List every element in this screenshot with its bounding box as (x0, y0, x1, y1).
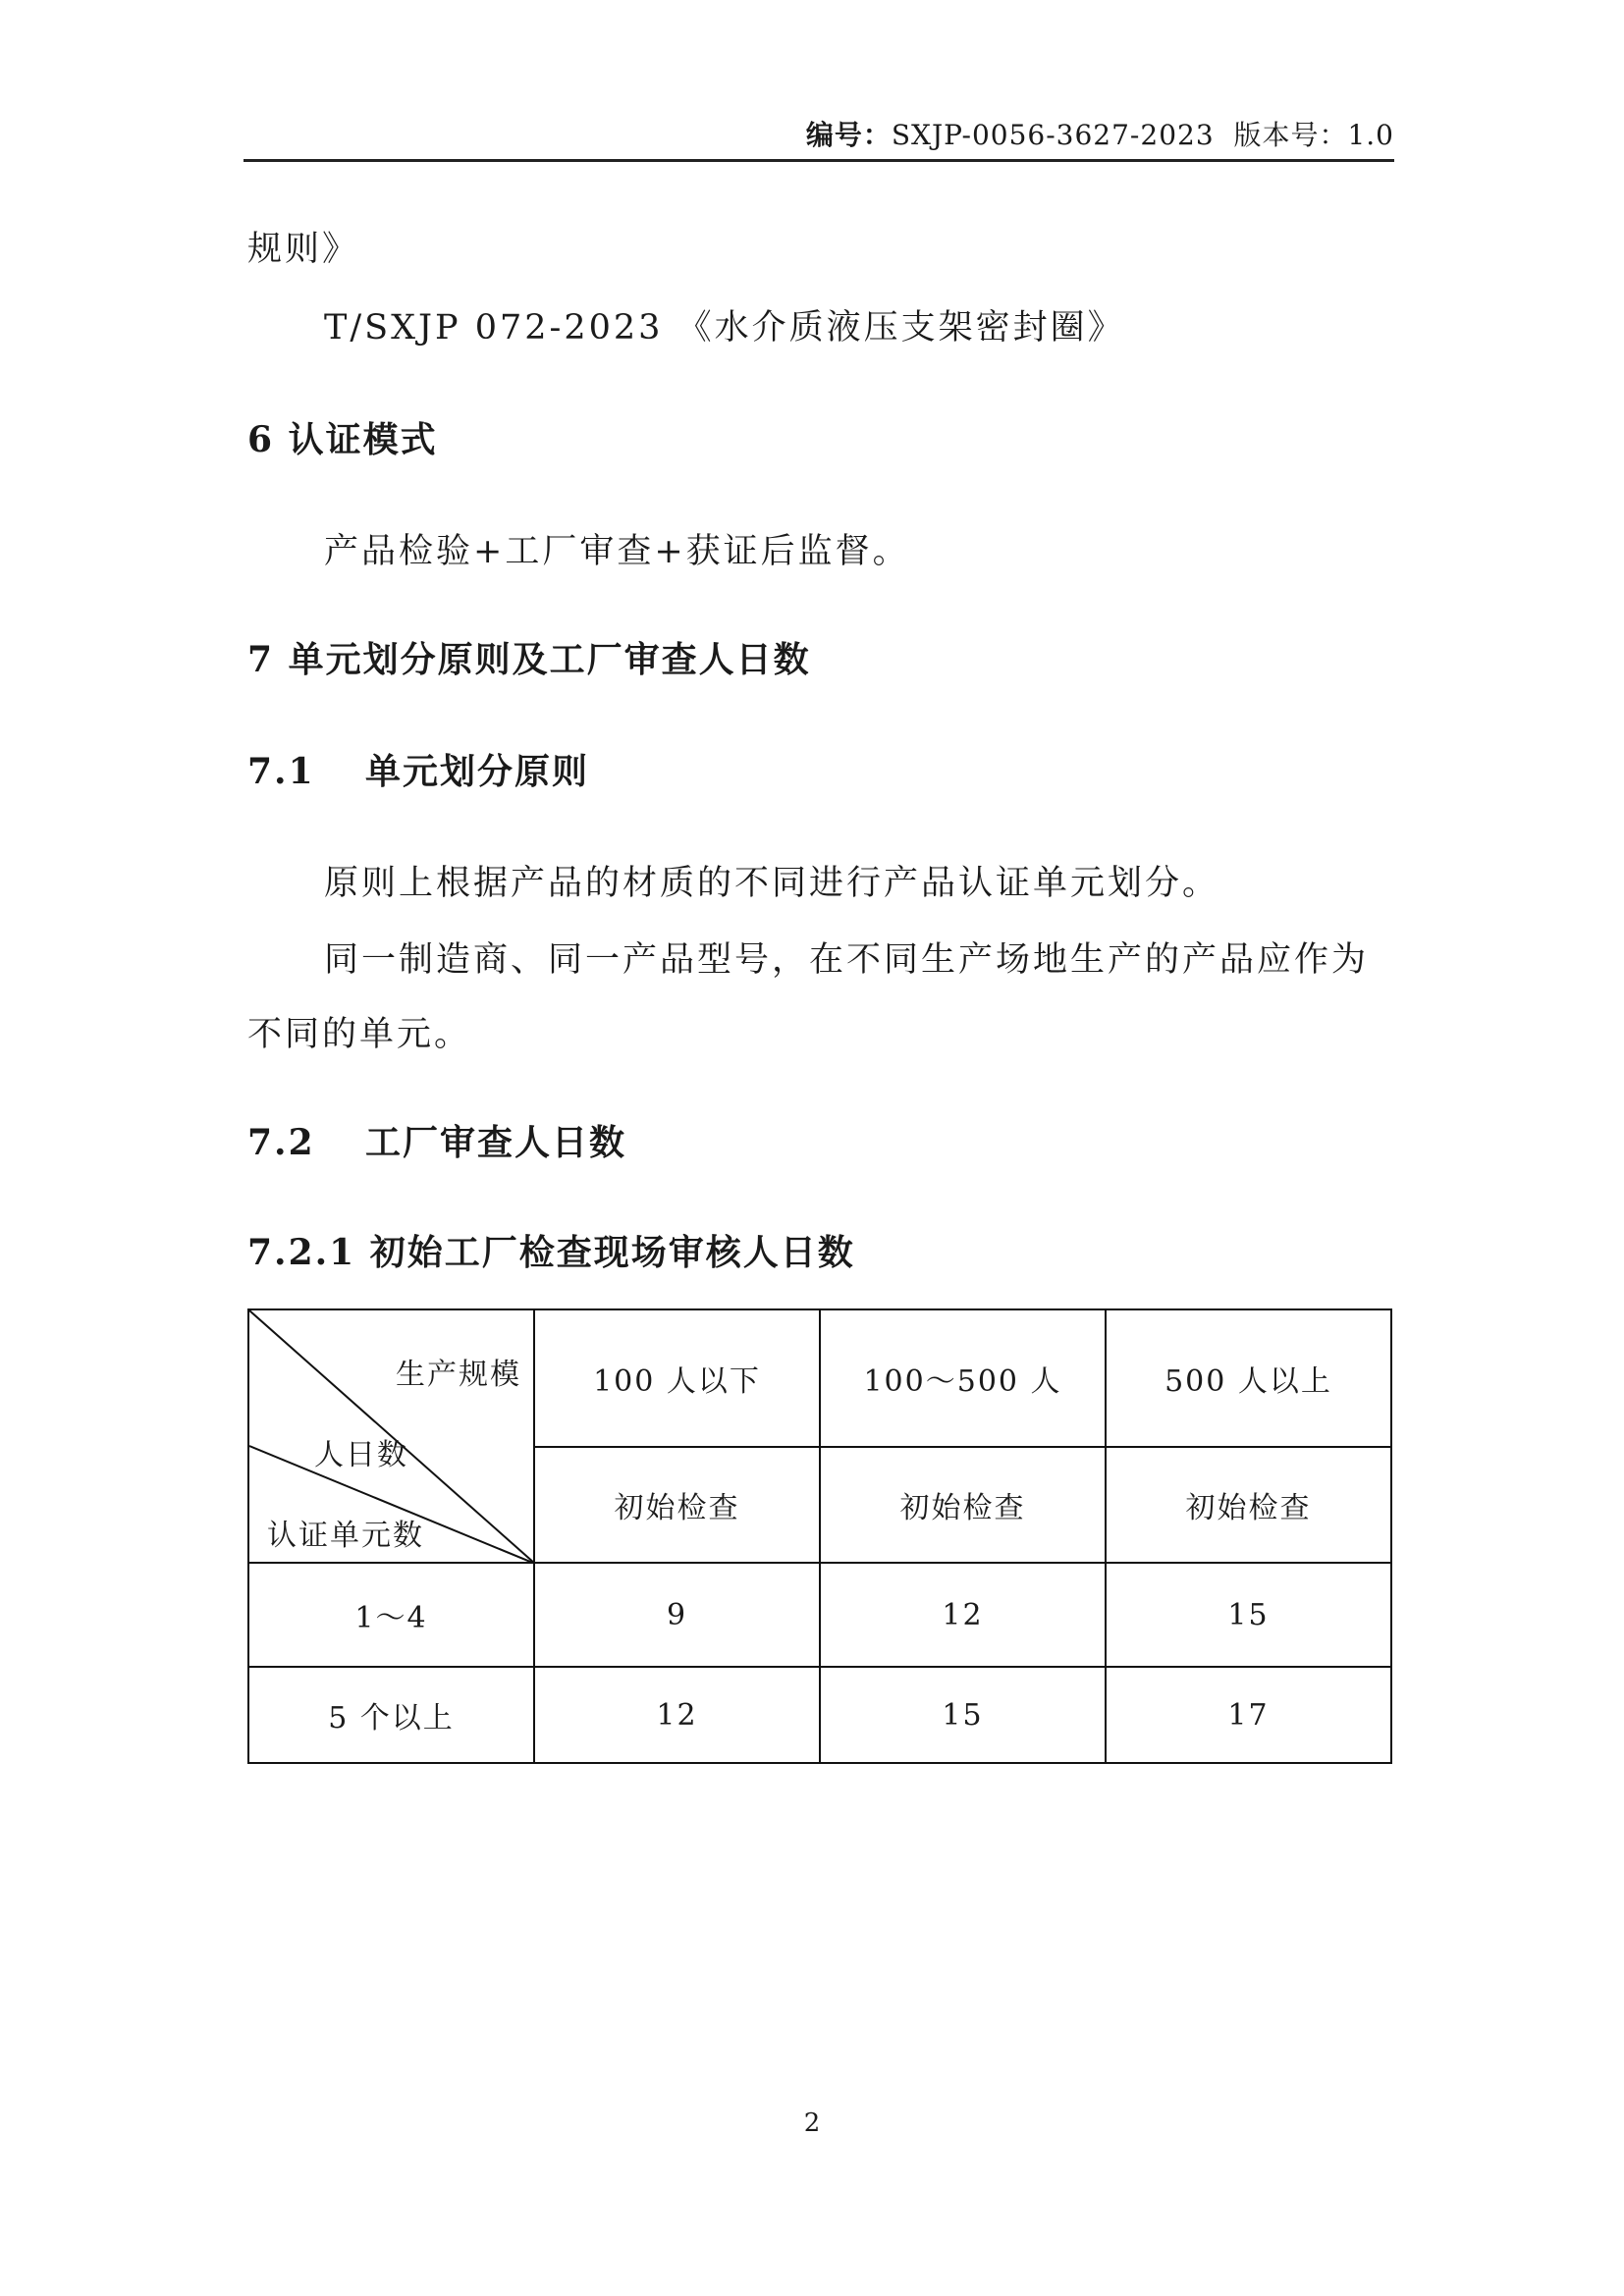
header-doc-info (806, 114, 1394, 153)
section-7-1-paragraph-2-line-2: 不同的单元。 (247, 1015, 472, 1054)
continuation-text: 规则》 (247, 230, 360, 269)
version-value: 1.0 (1347, 119, 1394, 151)
table-cell: 9 (534, 1563, 820, 1667)
page-number: 2 (803, 2109, 821, 2138)
section-7-1-heading (247, 744, 589, 794)
corner-label-production-scale: 生产规模 (396, 1358, 521, 1392)
table-cell: 15 (1106, 1563, 1391, 1667)
table-header-row (248, 1309, 1391, 1447)
table-cell: 12 (820, 1563, 1106, 1667)
table-row (248, 1667, 1391, 1763)
section-6-title: 6 认证模式 (247, 419, 438, 460)
corner-label-person-days: 人日数 (314, 1438, 408, 1472)
section-7-2-number: 7.2 (247, 1122, 315, 1163)
corner-label-unit-count: 认证单元数 (267, 1519, 424, 1553)
page-header (244, 0, 1394, 162)
version-label: 版本号： (1233, 119, 1348, 151)
column-header-under-100: 100 人以下 (534, 1309, 820, 1447)
column-header-100-500: 100～500 人 (820, 1309, 1106, 1447)
section-7-2-title: 工厂审查人日数 (365, 1122, 627, 1163)
row-label: 5 个以上 (248, 1667, 534, 1763)
doc-number-value: SXJP-0056-3627-2023 (891, 119, 1215, 151)
doc-number-label: 编号： (805, 119, 892, 151)
subheader-initial-inspection: 初始检查 (1106, 1447, 1391, 1563)
table-corner-cell (248, 1309, 534, 1563)
section-7-title: 7 单元划分原则及工厂审查人日数 (247, 639, 811, 680)
section-7-2-1-title: 7.2.1 初始工厂检查现场审核人日数 (247, 1232, 855, 1273)
section-6-body: 产品检验+工厂审查+获证后监督。 (324, 532, 910, 571)
row-label: 1～4 (248, 1563, 534, 1667)
audit-days-table (247, 1308, 1392, 1764)
column-header-over-500: 500 人以上 (1106, 1309, 1391, 1447)
section-7-1-paragraph-1: 原则上根据产品的材质的不同进行产品认证单元划分。 (324, 864, 1220, 903)
section-7-1-number: 7.1 (247, 751, 315, 792)
standard-reference: T/SXJP 072-2023 《水介质液压支架密封圈》 (324, 308, 1125, 347)
table-row (248, 1563, 1391, 1667)
section-7-1-paragraph-2-line-1: 同一制造商、同一产品型号，在不同生产场地生产的产品应作为 (324, 940, 1370, 980)
subheader-initial-inspection: 初始检查 (820, 1447, 1106, 1563)
subheader-initial-inspection: 初始检查 (534, 1447, 820, 1563)
table-cell: 17 (1106, 1667, 1391, 1763)
table-cell: 12 (534, 1667, 820, 1763)
section-7-1-title: 单元划分原则 (365, 751, 590, 792)
section-7-2-heading (247, 1115, 626, 1165)
table-cell: 15 (820, 1667, 1106, 1763)
